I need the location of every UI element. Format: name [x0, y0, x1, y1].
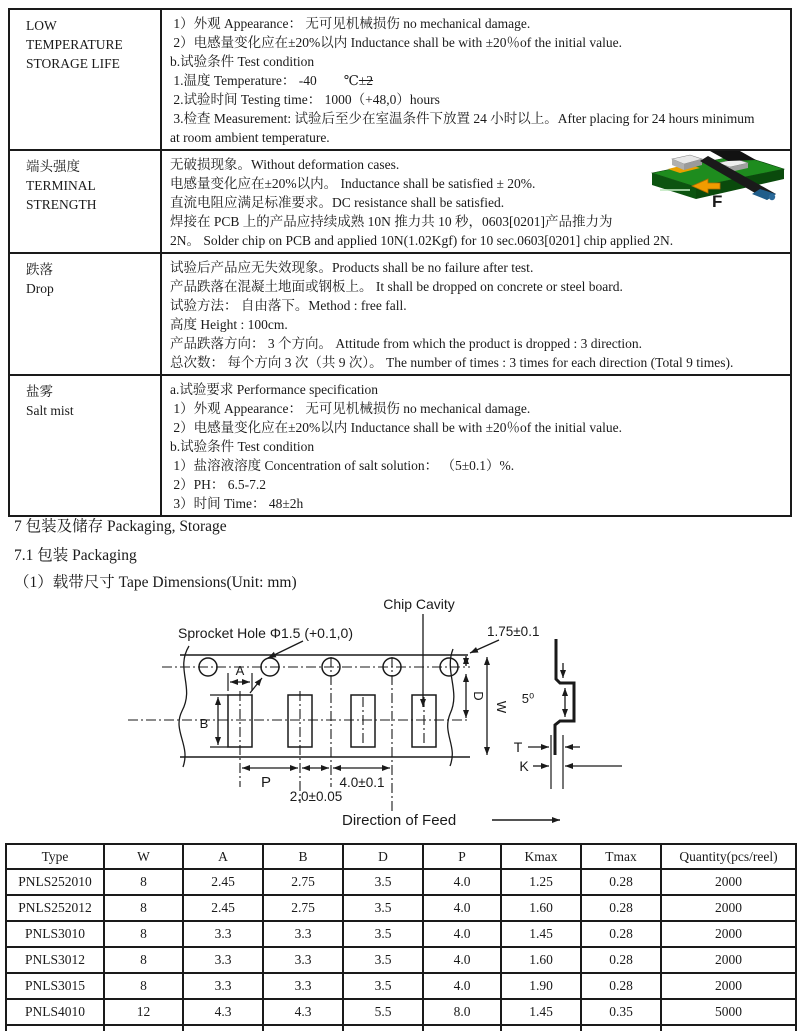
tape-dimensions-diagram — [0, 595, 800, 840]
cell-tmax: 0.28 — [581, 921, 661, 947]
cell-b: 4.3 — [263, 999, 343, 1025]
row-title-line: 端头强度 — [26, 159, 80, 174]
cell-empty — [661, 1025, 796, 1031]
row-title-line: TERMINAL — [26, 178, 96, 193]
cell-p: 4.0 — [423, 973, 501, 999]
column-header-quantity: Quantity(pcs/reel) — [661, 844, 796, 869]
table-row-pnls3010 — [6, 921, 796, 947]
cell-type: PNLS3010 — [6, 921, 104, 947]
cell-kmax: 1.45 — [501, 999, 581, 1025]
cell-empty — [501, 1025, 581, 1031]
cell-a: 2.45 — [183, 869, 263, 895]
column-header-a: A — [183, 844, 263, 869]
cell-kmax: 1.25 — [501, 869, 581, 895]
row-title-line: STORAGE LIFE — [26, 56, 120, 71]
dim-1-75-leader-arrow — [470, 640, 499, 653]
direction-of-feed-label: Direction of Feed — [342, 812, 457, 829]
dim-label-p: P — [260, 774, 272, 791]
center-lines — [128, 657, 470, 811]
cell-b: 2.75 — [263, 895, 343, 921]
cell-w: 8 — [104, 973, 183, 999]
spec-line: 电感量变化应在±20%以内。 Inductance shall be satisfied ± 20%. — [170, 176, 536, 191]
cell-a: 4.3 — [183, 999, 263, 1025]
spec-line: at room ambient temperature. — [170, 130, 330, 145]
struck-tolerance-text: ±2 — [358, 73, 374, 88]
cell-b: 3.3 — [263, 947, 343, 973]
spec-line: 直流电阻应满足标准要求。DC resistance shall be satisfied. — [170, 195, 505, 210]
force-label: F — [712, 192, 723, 211]
spec-line: 2）电感量变化应在±20%以内 Inductance shall be with ±20％of the initial value. — [170, 35, 622, 50]
cell-d: 5.5 — [343, 999, 423, 1025]
spec-row-low-temperature — [9, 9, 791, 150]
spec-line: 焊接在 PCB 上的产品应持续成熟 10N 推力共 10 秒，0603[0201]产品推力为 — [170, 214, 613, 229]
dim-label-d: D — [471, 691, 486, 701]
cell-empty — [104, 1025, 183, 1031]
cell-w: 8 — [104, 921, 183, 947]
cell-empty — [183, 1025, 263, 1031]
cell-quantity: 2000 — [661, 947, 796, 973]
row-title-line: TEMPERATURE — [26, 37, 123, 52]
cell-tmax: 0.28 — [581, 947, 661, 973]
spec-row-content — [161, 9, 791, 150]
chip-cavities — [228, 695, 436, 747]
dim-label-a: A — [235, 663, 245, 678]
column-header-tmax: Tmax — [581, 844, 661, 869]
spec-line: 产品跌落方向： 3 个方向。 Attitude from which the product is dropped : 3 direction. — [170, 336, 643, 351]
spec-row-content — [161, 375, 791, 516]
chip-cavity-label: Chip Cavity — [383, 596, 455, 612]
spec-line: 1）盐溶液溶度 Concentration of salt solution： （5±0.1）%. — [170, 458, 515, 473]
section-heading: 7 包装及储存 Packaging, Storage — [14, 518, 227, 535]
cell-tmax: 0.28 — [581, 869, 661, 895]
column-header-p: P — [423, 844, 501, 869]
dim-label-1-75: 1.75±0.1 — [487, 624, 540, 639]
cell-a: 3.3 — [183, 921, 263, 947]
spec-line: 1）外观 Appearance： 无可见机械损伤 no mechanical damage. — [170, 16, 531, 31]
spec-line: 2N。 Solder chip on PCB and applied 10N(1.02Kgf) for 10 sec.0603[0201] chip applied 2N. — [170, 233, 674, 248]
cell-type: PNLS3015 — [6, 973, 104, 999]
cell-type: PNLS4010 — [6, 999, 104, 1025]
column-header-d: D — [343, 844, 423, 869]
spec-table — [8, 8, 792, 517]
terminal-strength-illustration — [648, 149, 792, 213]
spec-line: b.试验条件 Test condition — [170, 439, 315, 454]
cell-type: PNLS252010 — [6, 869, 104, 895]
cell-tmax: 0.28 — [581, 973, 661, 999]
cell-d: 3.5 — [343, 895, 423, 921]
column-header-w: W — [104, 844, 183, 869]
spec-row-title — [9, 150, 161, 253]
cell-kmax: 1.45 — [501, 921, 581, 947]
spec-row-drop — [9, 253, 791, 375]
cell-w: 12 — [104, 999, 183, 1025]
cell-d: 3.5 — [343, 973, 423, 999]
cell-p: 4.0 — [423, 947, 501, 973]
cell-p: 4.0 — [423, 895, 501, 921]
cell-a: 3.3 — [183, 947, 263, 973]
table-row-partial — [6, 1025, 796, 1031]
spec-line: 2.试验时间 Testing time： 1000（+48,0）hours — [170, 92, 440, 107]
column-header-kmax: Kmax — [501, 844, 581, 869]
spec-line: 3.检查 Measurement: 试验后至少在室温条件下放置 24 小时以上。After placing for 24 hours minimum — [170, 111, 755, 126]
spec-line: 2）电感量变化应在±20%以内 Inductance shall be with ±20％of the initial value. — [170, 420, 622, 435]
cell-w: 8 — [104, 869, 183, 895]
spec-row-salt-mist — [9, 375, 791, 516]
column-header-b: B — [263, 844, 343, 869]
dim-label-w: W — [494, 700, 509, 714]
spec-row-title — [9, 375, 161, 516]
cell-d: 3.5 — [343, 947, 423, 973]
column-header-type: Type — [6, 844, 104, 869]
dim-label-b: B — [199, 716, 209, 731]
subsection-heading: 7.1 包装 Packaging — [14, 547, 137, 564]
spec-line: 2）PH： 6.5-7.2 — [170, 477, 267, 492]
spec-line: 3）时间 Time： 48±2h — [170, 496, 304, 511]
spec-line: 无破损现象。Without deformation cases. — [170, 157, 400, 172]
cell-quantity: 2000 — [661, 921, 796, 947]
cell-kmax: 1.60 — [501, 895, 581, 921]
cell-empty — [263, 1025, 343, 1031]
row-title-line: 盐雾 — [26, 384, 53, 399]
cell-p: 4.0 — [423, 921, 501, 947]
row-title-line: Salt mist — [26, 403, 74, 418]
spec-line: 高度 Height : 100cm. — [170, 317, 288, 332]
cell-kmax: 1.60 — [501, 947, 581, 973]
cell-quantity: 2000 — [661, 895, 796, 921]
dim-label-t: T — [513, 739, 523, 755]
spec-row-title — [9, 9, 161, 150]
cell-tmax: 0.35 — [581, 999, 661, 1025]
cell-b: 2.75 — [263, 869, 343, 895]
cell-b: 3.3 — [263, 973, 343, 999]
dims-header-row — [6, 844, 796, 869]
cell-empty — [423, 1025, 501, 1031]
cell-quantity: 2000 — [661, 973, 796, 999]
row-title-line: STRENGTH — [26, 197, 97, 212]
cell-w: 8 — [104, 947, 183, 973]
spec-line-temperature — [170, 71, 784, 90]
cell-p: 4.0 — [423, 869, 501, 895]
cell-kmax: 1.90 — [501, 973, 581, 999]
sprocket-hole-label: Sprocket Hole Φ1.5 (+0.1,0) — [178, 625, 353, 641]
cell-a: 2.45 — [183, 895, 263, 921]
cell-quantity: 2000 — [661, 869, 796, 895]
cell-d: 3.5 — [343, 869, 423, 895]
cell-d: 3.5 — [343, 921, 423, 947]
table-row-pnls3015 — [6, 973, 796, 999]
table-row-pnls252010 — [6, 869, 796, 895]
cell-empty — [343, 1025, 423, 1031]
tape-side-profile — [514, 639, 622, 789]
cell-w: 8 — [104, 895, 183, 921]
spec-line: 试验方法： 自由落下。Method : free fall. — [170, 298, 407, 313]
cell-a: 3.3 — [183, 973, 263, 999]
table-row-pnls4010 — [6, 999, 796, 1025]
cell-empty — [6, 1025, 104, 1031]
cell-b: 3.3 — [263, 921, 343, 947]
spec-line: 试验后产品应无失效现象。Products shall be no failure after test. — [170, 260, 534, 275]
dim-label-2-0: 2.0±0.05 — [289, 789, 343, 804]
table-row-pnls3012 — [6, 947, 796, 973]
cell-quantity: 5000 — [661, 999, 796, 1025]
cell-p: 8.0 — [423, 999, 501, 1025]
cell-type: PNLS3012 — [6, 947, 104, 973]
spec-line: 产品跌落在混凝土地面或钢板上。 It shall be dropped on concrete or steel board. — [170, 279, 623, 294]
cell-empty — [581, 1025, 661, 1031]
spec-row-content — [161, 253, 791, 375]
cell-type: PNLS252012 — [6, 895, 104, 921]
dim-label-4-0: 4.0±0.1 — [339, 775, 385, 790]
spec-line: 总次数： 每个方向 3 次（共 9 次）。 The number of times : 3 times for each direction (Total 9 times). — [170, 355, 734, 370]
spec-line: a.试验要求 Performance specification — [170, 382, 379, 397]
spec-row-title — [9, 253, 161, 375]
dim-label-k: K — [519, 758, 529, 774]
row-title-line: 跌落 — [26, 262, 53, 277]
row-title-line: Drop — [26, 281, 54, 296]
angle-label: 5⁰ — [521, 691, 535, 706]
spec-line: b.试验条件 Test condition — [170, 54, 315, 69]
tape-dimensions-table — [5, 843, 797, 1031]
temperature-text: 1.温度 Temperature： -40 ℃ — [170, 73, 359, 88]
row-title-line: LOW — [26, 18, 57, 33]
cell-tmax: 0.28 — [581, 895, 661, 921]
table-row-pnls252012 — [6, 895, 796, 921]
spec-line: 1）外观 Appearance： 无可见机械损伤 no mechanical damage. — [170, 401, 531, 416]
tape-outline — [179, 646, 470, 767]
tape-dimensions-heading: （1）载带尺寸 Tape Dimensions(Unit: mm) — [14, 574, 297, 591]
